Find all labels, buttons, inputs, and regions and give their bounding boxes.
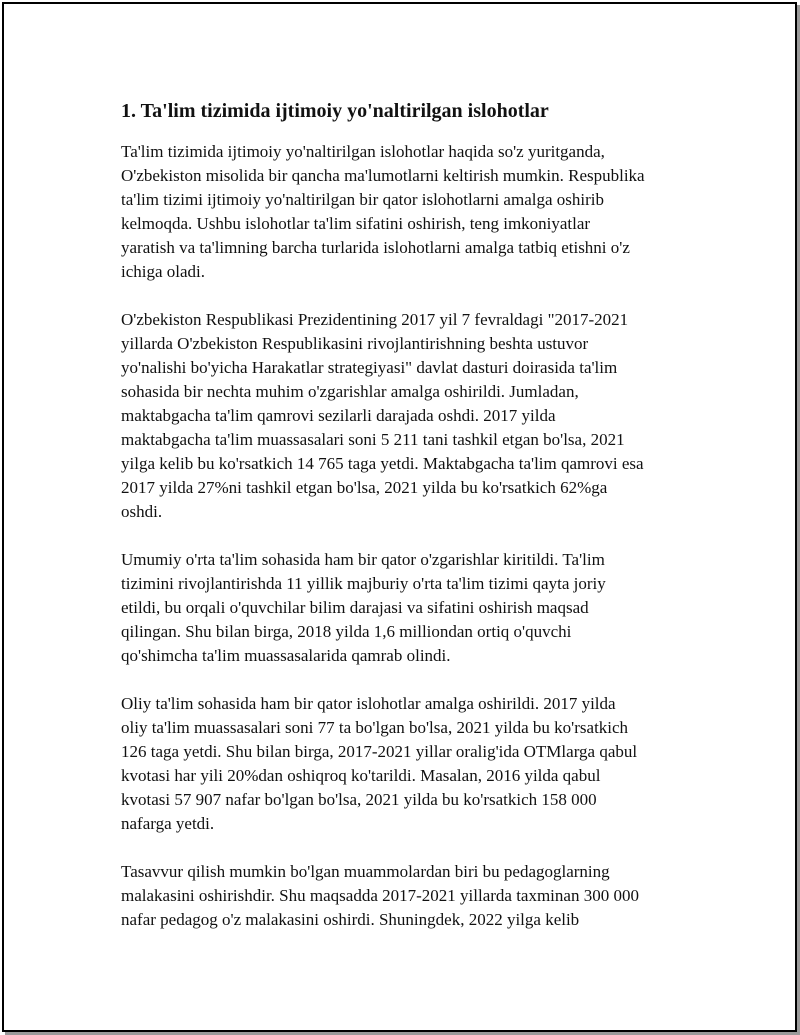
section-heading: 1. Ta'lim tizimida ijtimoiy yo'naltirilgan islohotlar bbox=[121, 100, 549, 122]
text-line: etildi, bu orqali o'quvchilar bilim darajasi va sifatini oshirish maqsad bbox=[121, 598, 589, 617]
text-line: O'zbekiston misolida bir qancha ma'lumotlarni keltirish mumkin. Respublika bbox=[121, 166, 645, 185]
text-line: yo'nalishi bo'yicha Harakatlar strategiyasi" davlat dasturi doirasida ta'lim bbox=[121, 358, 618, 377]
text-line: maktabgacha ta'lim muassasalari soni 5 211 tani tashkil etgan bo'lsa, 2021 bbox=[121, 430, 625, 449]
text-line: Oliy ta'lim sohasida ham bir qator islohotlar amalga oshirildi. 2017 yilda bbox=[121, 694, 616, 713]
paragraph-higher-education bbox=[121, 692, 701, 836]
paragraph-general-education bbox=[121, 548, 701, 668]
text-line: yilga kelib bu ko'rsatkich 14 765 taga yetdi. Maktabgacha ta'lim qamrovi esa bbox=[121, 454, 644, 473]
text-line: nafar pedagog o'z malakasini oshirdi. Shuningdek, 2022 yilga kelib bbox=[121, 910, 580, 929]
text-line: oliy ta'lim muassasalari soni 77 ta bo'lgan bo'lsa, 2021 yilda bu ko'rsatkich bbox=[121, 718, 629, 737]
text-line: kvotasi 57 907 nafar bo'lgan bo'lsa, 2021 yilda bu ko'rsatkich 158 000 bbox=[121, 790, 597, 809]
text-line: yaratish va ta'limning barcha turlarida islohotlarni amalga tatbiq etishni o'z bbox=[121, 238, 630, 257]
text-line: qilingan. Shu bilan birga, 2018 yilda 1,6 milliondan ortiq o'quvchi bbox=[121, 622, 572, 641]
document-body bbox=[121, 96, 701, 956]
text-line: sohasida bir nechta muhim o'zgarishlar amalga oshirildi. Jumladan, bbox=[121, 382, 579, 401]
text-line: ichiga oladi. bbox=[121, 262, 206, 281]
text-line: ta'lim tizimi ijtimoiy yo'naltirilgan bir qator islohotlarni amalga oshirib bbox=[121, 190, 604, 209]
paragraph-intro bbox=[121, 140, 701, 284]
text-line: Umumiy o'rta ta'lim sohasida ham bir qator o'zgarishlar kiritildi. Ta'lim bbox=[121, 550, 605, 569]
text-line: 2017 yilda 27%ni tashkil etgan bo'lsa, 2021 yilda bu ko'rsatkich 62%ga bbox=[121, 478, 608, 497]
text-line: O'zbekiston Respublikasi Prezidentining 2017 yil 7 fevraldagi "2017-2021 bbox=[121, 310, 629, 329]
text-line: qo'shimcha ta'lim muassasalarida qamrab olindi. bbox=[121, 646, 451, 665]
text-line: oshdi. bbox=[121, 502, 163, 521]
text-line: Tasavvur qilish mumkin bo'lgan muammolardan biri bu pedagoglarning bbox=[121, 862, 610, 881]
paragraph-strategy bbox=[121, 308, 701, 524]
text-line: maktabgacha ta'lim qamrovi sezilarli darajada oshdi. 2017 yilda bbox=[121, 406, 556, 425]
document-page bbox=[2, 2, 797, 1032]
text-line: kvotasi har yili 20%dan oshiqroq ko'tarildi. Masalan, 2016 yilda qabul bbox=[121, 766, 601, 785]
text-line: malakasini oshirishdir. Shu maqsadda 2017-2021 yillarda taxminan 300 000 bbox=[121, 886, 639, 905]
paragraph-teachers bbox=[121, 860, 701, 932]
text-line: 126 taga yetdi. Shu bilan birga, 2017-2021 yillar oralig'ida OTMlarga qabul bbox=[121, 742, 638, 761]
text-line: tizimini rivojlantirishda 11 yillik majburiy o'rta ta'lim tizimi qayta joriy bbox=[121, 574, 606, 593]
text-line: yillarda O'zbekiston Respublikasini rivojlantirishning beshta ustuvor bbox=[121, 334, 589, 353]
text-line: kelmoqda. Ushbu islohotlar ta'lim sifatini oshirish, teng imkoniyatlar bbox=[121, 214, 591, 233]
text-line: nafarga yetdi. bbox=[121, 814, 215, 833]
text-line: Ta'lim tizimida ijtimoiy yo'naltirilgan islohotlar haqida so'z yuritganda, bbox=[121, 142, 605, 161]
